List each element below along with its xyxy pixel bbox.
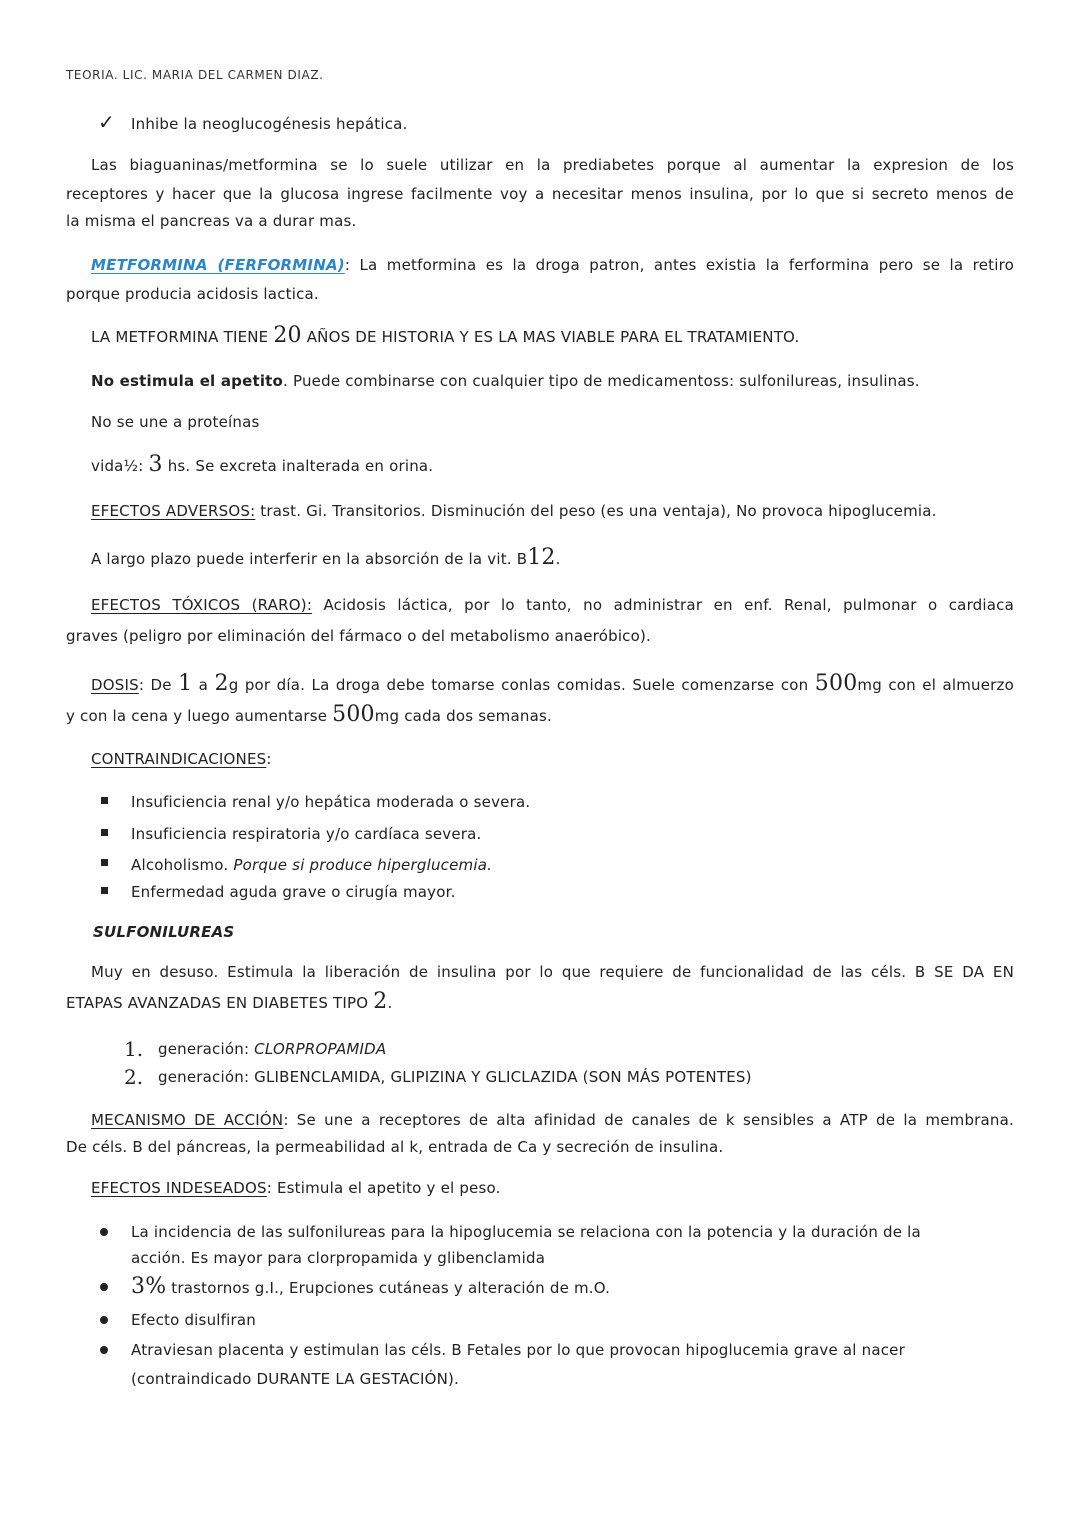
apetito-line xyxy=(91,367,920,395)
toxicos-label: EFECTOS TÓXICOS (RARO): xyxy=(91,596,313,614)
vida-media-line xyxy=(91,451,433,480)
apetito-rest: . Puede combinarse con cualquier tipo de medicamentoss: sulfonilureas, insulinas. xyxy=(283,372,920,390)
generation-1 xyxy=(158,1035,386,1063)
toxicos-line-1 xyxy=(91,591,1014,619)
sulf-l2-text-a: ETAPAS AVANZADAS EN DIABETES TIPO xyxy=(66,994,374,1012)
gen1-label: generación: xyxy=(158,1040,255,1058)
b12-line xyxy=(91,544,561,573)
metformina-text-1: : La metformina es la droga patron, antes existia la ferformina pero se la retiro xyxy=(344,256,1014,274)
round-bullet-icon xyxy=(100,1228,108,1236)
dosis-text-d: mg con el almuerzo xyxy=(857,676,1014,694)
indeseado-bullet-4-line-1: Atraviesan placenta y estimulan las céls. B Fetales por lo que provocan hipoglucemia grave al nacer xyxy=(131,1341,905,1359)
sulf-l2-text-b: . xyxy=(387,994,393,1012)
page-header: TEORIA. LIC. MARIA DEL CARMEN DIAZ. xyxy=(66,68,324,82)
efectos-adversos-text: trast. Gi. Transitorios. Disminución del peso (es una ventaja), No provoca hipoglucemia. xyxy=(255,502,937,520)
round-bullet-icon xyxy=(100,1346,108,1354)
vida-text-b: hs. Se excreta inalterada en orina. xyxy=(162,457,434,475)
contra-item: Insuficiencia renal y/o hepática moderada o severa. xyxy=(131,793,531,811)
metformina-line-1 xyxy=(91,251,1014,279)
checkmark-icon: ✓ xyxy=(98,110,115,134)
proteinas-line: No se une a proteínas xyxy=(91,413,260,431)
mecanismo-line-1 xyxy=(91,1106,1014,1134)
gen1-drug: CLORPROPAMIDA xyxy=(254,1040,387,1058)
apetito-bold: No estimula el apetito xyxy=(91,372,284,390)
toxicos-text-1: Acidosis láctica, por lo tanto, no administrar en enf. Renal, pulmonar o cardiaca xyxy=(312,596,1014,614)
dosis-text-c: g por día. La droga debe tomarse conlas comidas. Suele comenzarse con xyxy=(228,676,815,694)
contra-item: Insuficiencia respiratoria y/o cardíaca severa. xyxy=(131,825,482,843)
metformina-title: METFORMINA (FERFORMINA) xyxy=(91,256,345,274)
b12-number: 12 xyxy=(527,545,556,570)
sulfonilureas-title: SULFONILUREAS xyxy=(93,923,235,941)
indeseado-bullet-1-line-2: acción. Es mayor para clorpropamida y glibenclamida xyxy=(131,1249,546,1267)
dosis-num-1: 1 xyxy=(178,671,193,696)
contra-item: Enfermedad aguda grave o cirugía mayor. xyxy=(131,883,456,901)
square-bullet-icon xyxy=(101,797,108,804)
dosis-num-2: 2 xyxy=(214,671,229,696)
mecanismo-text-1: : Se une a receptores de alta afinidad de canales de k sensibles a ATP de la membrana. xyxy=(283,1111,1014,1129)
indeseado-bullet-4-line-2: (contraindicado DURANTE LA GESTACIÓN). xyxy=(131,1370,460,1388)
sulfonilureas-line-2 xyxy=(66,988,392,1017)
historia-text-a: LA METFORMINA TIENE xyxy=(91,328,274,346)
generation-number: 2. xyxy=(124,1065,144,1089)
b12-text-a: A largo plazo puede interferir en la absorción de la vit. B xyxy=(91,550,528,568)
generation-2: generación: GLIBENCLAMIDA, GLIPIZINA Y GLICLAZIDA (SON MÁS POTENTES) xyxy=(158,1068,752,1086)
bullet2-percent: 3% xyxy=(131,1274,167,1299)
vida-hours: 3 xyxy=(148,452,163,477)
contra-colon: : xyxy=(266,750,272,768)
dosis2-num: 500 xyxy=(332,702,375,727)
sulf-l2-num: 2 xyxy=(373,989,388,1014)
mecanismo-label: MECANISMO DE ACCIÓN xyxy=(91,1111,284,1129)
indeseados-label: EFECTOS INDESEADOS xyxy=(91,1179,267,1197)
indeseados-line xyxy=(91,1174,501,1202)
dosis-text-b: a xyxy=(192,676,215,694)
check-item-text: Inhibe la neoglucogénesis hepática. xyxy=(131,115,408,133)
round-bullet-icon xyxy=(100,1283,108,1291)
indeseado-bullet-1-line-1: La incidencia de las sulfonilureas para la hipoglucemia se relaciona con la potencia y la duración de la xyxy=(131,1223,921,1241)
indeseados-text: : Estimula el apetito y el peso. xyxy=(266,1179,501,1197)
biguanidas-line-1: Las biaguaninas/metformina se lo suele utilizar en la prediabetes porque al aumentar la expresion de los xyxy=(91,156,1014,174)
b12-text-b: . xyxy=(555,550,561,568)
alcohol-note: Porque si produce hiperglucemia. xyxy=(228,856,493,874)
dosis-label: DOSIS xyxy=(91,676,139,694)
mecanismo-line-2: De céls. B del páncreas, la permeabilidad al k, entrada de Ca y secreción de insulina. xyxy=(66,1138,724,1156)
square-bullet-icon xyxy=(101,887,108,894)
dosis-text-a: : De xyxy=(138,676,179,694)
square-bullet-icon xyxy=(101,829,108,836)
dosis2-text-a: y con la cena y luego aumentarse xyxy=(66,707,333,725)
indeseado-bullet-3: Efecto disulfiran xyxy=(131,1311,256,1329)
historia-line xyxy=(91,322,799,351)
generation-number: 1. xyxy=(124,1037,144,1061)
bullet2-text: trastornos g.I., Erupciones cutáneas y alteración de m.O. xyxy=(166,1279,611,1297)
toxicos-line-2: graves (peligro por eliminación del fármaco o del metabolismo anaeróbico). xyxy=(66,627,652,645)
contraindicaciones-heading xyxy=(91,745,272,773)
contra-item-alcoholismo xyxy=(131,851,492,879)
dosis-line-1 xyxy=(91,670,1014,699)
contra-label: CONTRAINDICACIONES xyxy=(91,750,267,768)
historia-text-b: AÑOS DE HISTORIA Y ES LA MAS VIABLE PARA EL TRATAMIENTO. xyxy=(301,328,800,346)
square-bullet-icon xyxy=(101,859,108,866)
efectos-adversos-line xyxy=(91,497,937,525)
efectos-adversos-label: EFECTOS ADVERSOS: xyxy=(91,502,256,520)
indeseado-bullet-2 xyxy=(131,1273,610,1302)
vida-text-a: vida½: xyxy=(91,457,149,475)
contra-item-text: Alcoholismo. xyxy=(131,856,229,874)
biguanidas-line-2: receptores y hacer que la glucosa ingrese facilmente voy a necesitar menos insulina, por lo que si secreto menos de xyxy=(66,185,1014,203)
metformina-line-2: porque producia acidosis lactica. xyxy=(66,285,319,303)
historia-years: 20 xyxy=(273,323,302,348)
dosis-num-3: 500 xyxy=(814,671,858,696)
dosis-line-2 xyxy=(66,701,552,730)
dosis2-text-b: mg cada dos semanas. xyxy=(374,707,552,725)
sulfonilureas-line-1: Muy en desuso. Estimula la liberación de insulina por lo que requiere de funcionalidad de las céls. B SE DA EN xyxy=(91,963,1014,981)
round-bullet-icon xyxy=(100,1316,108,1324)
biguanidas-line-3: la misma el pancreas va a durar mas. xyxy=(66,212,357,230)
